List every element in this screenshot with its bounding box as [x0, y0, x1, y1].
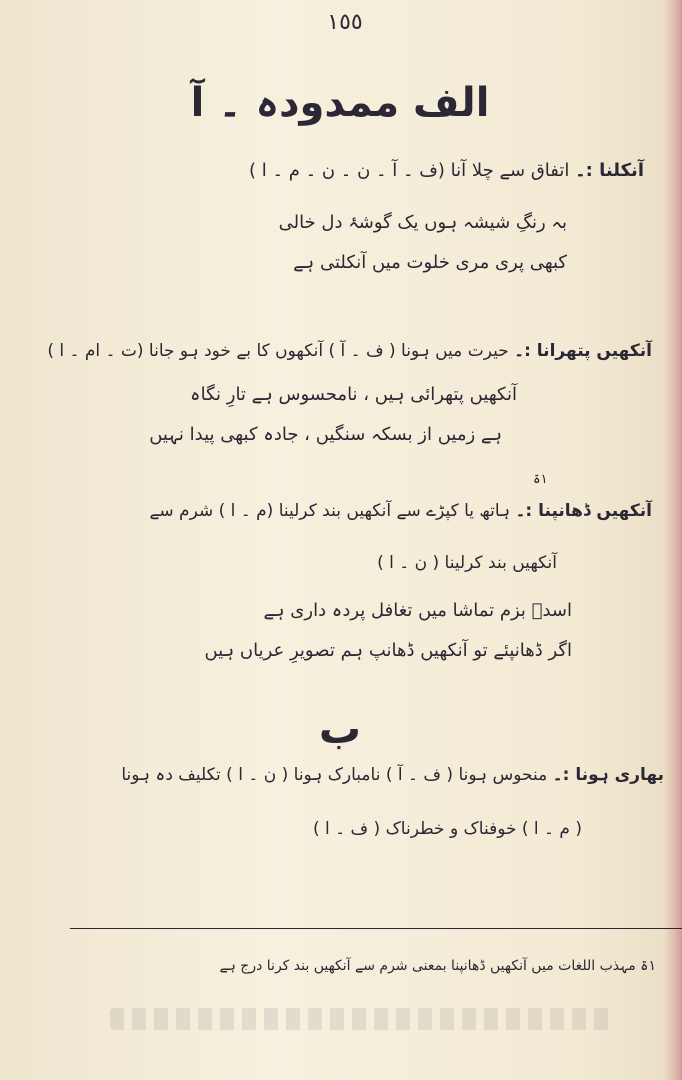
entry-3 — [149, 500, 652, 521]
entry-1 — [249, 160, 644, 181]
footnote: ١ۃ مہذب اللغات میں آنکھیں ڈھانپنا بمعنی شرم سے آنکھیں بند کرنا درج ہے — [219, 958, 656, 974]
entry-definition: ہاتھ یا کپڑے سے آنکھیں بند کرلینا (م ۔ ا ) شرم سے — [149, 501, 511, 521]
entry-definition: حیرت میں ہونا ( ف ۔ آ ) آنکھوں کا بے خود ہو جانا (ت ۔ ام ۔ ا ) — [47, 341, 509, 361]
entry-4 — [121, 764, 664, 785]
entry-2 — [47, 340, 652, 361]
verse-line: اسدؔ بزم تماشا میں تغافل پردہ داری ہے — [263, 600, 572, 621]
footnote-divider — [70, 928, 682, 929]
entry-term: بھاری ہونا :۔ — [552, 765, 664, 785]
verse-line: اگر ڈھانپئے تو آنکھیں ڈھانپ ہم تصویرِ عریاں ہیں — [204, 640, 572, 661]
section-heading: الف ممدودہ ۔ آ — [190, 80, 490, 126]
entry-definition-continued: آنکھیں بند کرلینا ( ن ۔ ا ) — [377, 553, 557, 573]
entry-term: آنکلنا :۔ — [575, 160, 644, 181]
verse-line: ہے زمیں از بسکہ سنگیں ، جادہ کبھی پیدا نہیں — [149, 424, 502, 445]
page-edge — [664, 0, 682, 1080]
verse-line: بہ رنگِ شیشہ ہوں یک گوشۂ دل خالی — [278, 212, 567, 233]
show-through-text — [110, 1008, 610, 1030]
entry-definition: منحوس ہونا ( ف ۔ آ ) نامبارک ہونا ( ن ۔ ا ) تکلیف دہ ہونا — [121, 765, 548, 785]
page-number: ١٥٥ — [327, 10, 363, 35]
verse-line: آنکھیں پتھرائی ہیں ، نامحسوس ہے تارِ نگاہ — [190, 384, 517, 405]
entry-term: آنکھیں پتھرانا :۔ — [514, 341, 652, 361]
entry-definition: اتفاق سے چلا آنا (ف ۔ آ ۔ ن ۔ ن ۔ م ۔ ا ) — [248, 160, 570, 181]
verse-line: کبھی پری مری خلوت میں آنکلتی ہے — [293, 252, 567, 273]
footnote-marker: ١ۃ — [533, 472, 548, 487]
section-letter-heading: ب — [318, 704, 362, 753]
entry-term: آنکھیں ڈھانپنا :۔ — [515, 501, 652, 521]
entry-definition-continued: ( م ۔ ا ) خوفناک و خطرناک ( ف ۔ ا ) — [312, 819, 582, 839]
